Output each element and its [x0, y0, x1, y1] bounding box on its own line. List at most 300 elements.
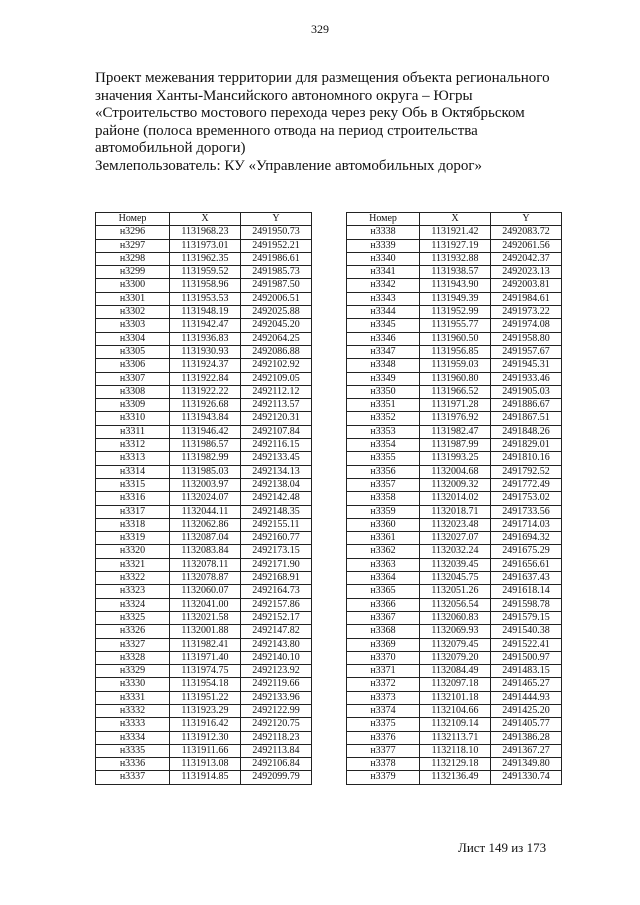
x-coordinate-cell: 1132060.83 [420, 611, 491, 624]
table-row [347, 492, 562, 505]
table-row [347, 332, 562, 345]
table-row [96, 704, 312, 717]
point-number-cell: н3306 [96, 359, 170, 372]
heading-line: «Строительство мостового перехода через реку Обь в Октябрьском [95, 105, 525, 121]
y-coordinate-cell: 2491829.01 [491, 439, 562, 452]
heading-line: районе (полоса временного отвода на период строительства [95, 122, 478, 139]
point-number-cell: н3338 [347, 226, 420, 239]
x-coordinate-cell: 1131960.50 [420, 332, 491, 345]
y-coordinate-cell: 2492042.37 [491, 252, 562, 265]
point-number-cell: н3310 [96, 412, 170, 425]
point-number-cell: н3314 [96, 465, 170, 478]
column-header-y: Y [491, 213, 562, 226]
point-number-cell: н3379 [347, 771, 420, 784]
y-coordinate-cell: 2492061.56 [491, 239, 562, 252]
table-row [96, 372, 312, 385]
x-coordinate-cell: 1131959.52 [170, 266, 241, 279]
y-coordinate-cell: 2491386.28 [491, 731, 562, 744]
x-coordinate-cell: 1132118.10 [420, 744, 491, 757]
point-number-cell: н3348 [347, 359, 420, 372]
x-coordinate-cell: 1132014.02 [420, 492, 491, 505]
point-number-cell: н3358 [347, 492, 420, 505]
y-coordinate-cell: 2492083.72 [491, 226, 562, 239]
page-number: 329 [311, 22, 329, 36]
y-coordinate-cell: 2491367.27 [491, 744, 562, 757]
y-coordinate-cell: 2491792.52 [491, 465, 562, 478]
point-number-cell: н3335 [96, 744, 170, 757]
table-row [347, 425, 562, 438]
table-row [96, 585, 312, 598]
point-number-cell: н3315 [96, 478, 170, 491]
point-number-cell: н3333 [96, 718, 170, 731]
table-row [347, 611, 562, 624]
point-number-cell: н3364 [347, 572, 420, 585]
y-coordinate-cell: 2492160.77 [241, 532, 312, 545]
table-row [347, 532, 562, 545]
table-row [347, 758, 562, 771]
point-number-cell: н3305 [96, 345, 170, 358]
y-coordinate-cell: 2492006.51 [241, 292, 312, 305]
point-number-cell: н3378 [347, 758, 420, 771]
table-row [96, 412, 312, 425]
table-row [96, 478, 312, 491]
y-coordinate-cell: 2492148.35 [241, 505, 312, 518]
table-row [347, 412, 562, 425]
y-coordinate-cell: 2491405.77 [491, 718, 562, 731]
point-number-cell: н3352 [347, 412, 420, 425]
table-row [347, 771, 562, 784]
point-number-cell: н3361 [347, 532, 420, 545]
point-number-cell: н3307 [96, 372, 170, 385]
point-number-cell: н3365 [347, 585, 420, 598]
table-row [347, 292, 562, 305]
x-coordinate-cell: 1132062.86 [170, 518, 241, 531]
y-coordinate-cell: 2492102.92 [241, 359, 312, 372]
point-number-cell: н3298 [96, 252, 170, 265]
x-coordinate-cell: 1131938.57 [420, 266, 491, 279]
x-coordinate-cell: 1131913.08 [170, 758, 241, 771]
x-coordinate-cell: 1132021.58 [170, 611, 241, 624]
point-number-cell: н3362 [347, 545, 420, 558]
table-row [96, 252, 312, 265]
x-coordinate-cell: 1131953.53 [170, 292, 241, 305]
y-coordinate-cell: 2491986.61 [241, 252, 312, 265]
y-coordinate-cell: 2491810.16 [491, 452, 562, 465]
point-number-cell: н3350 [347, 385, 420, 398]
x-coordinate-cell: 1131922.22 [170, 385, 241, 398]
y-coordinate-cell: 2491987.50 [241, 279, 312, 292]
y-coordinate-cell: 2492118.23 [241, 731, 312, 744]
point-number-cell: н3374 [347, 704, 420, 717]
point-number-cell: н3320 [96, 545, 170, 558]
table-row [96, 665, 312, 678]
table-row [96, 332, 312, 345]
y-coordinate-cell: 2492143.80 [241, 638, 312, 651]
table-row [96, 598, 312, 611]
land-user-line: Землепользователь: КУ «Управление автомобильных дорог» [95, 157, 483, 174]
point-number-cell: н3337 [96, 771, 170, 784]
point-number-cell: н3354 [347, 439, 420, 452]
x-coordinate-cell: 1131971.28 [420, 399, 491, 412]
table-row [347, 678, 562, 691]
x-coordinate-cell: 1132104.66 [420, 704, 491, 717]
point-number-cell: н3321 [96, 558, 170, 571]
y-coordinate-cell: 2491637.43 [491, 572, 562, 585]
x-coordinate-cell: 1132060.07 [170, 585, 241, 598]
point-number-cell: н3304 [96, 332, 170, 345]
table-row [347, 319, 562, 332]
point-number-cell: н3369 [347, 638, 420, 651]
y-coordinate-cell: 2492134.13 [241, 465, 312, 478]
y-coordinate-cell: 2491465.27 [491, 678, 562, 691]
table-row [96, 345, 312, 358]
table-row [347, 452, 562, 465]
table-row [347, 465, 562, 478]
table-row [96, 385, 312, 398]
y-coordinate-cell: 2491714.03 [491, 518, 562, 531]
x-coordinate-cell: 1132129.18 [420, 758, 491, 771]
x-coordinate-cell: 1131982.41 [170, 638, 241, 651]
table-row [96, 518, 312, 531]
y-coordinate-cell: 2491984.61 [491, 292, 562, 305]
x-coordinate-cell: 1131911.66 [170, 744, 241, 757]
table-row [96, 439, 312, 452]
table-row [347, 744, 562, 757]
x-coordinate-cell: 1131951.22 [170, 691, 241, 704]
table-row [347, 572, 562, 585]
x-coordinate-cell: 1132018.71 [420, 505, 491, 518]
x-coordinate-cell: 1132032.24 [420, 545, 491, 558]
x-coordinate-cell: 1132004.68 [420, 465, 491, 478]
point-number-cell: н3312 [96, 439, 170, 452]
table-row [347, 279, 562, 292]
point-number-cell: н3353 [347, 425, 420, 438]
table-row [347, 226, 562, 239]
point-number-cell: н3332 [96, 704, 170, 717]
x-coordinate-cell: 1132079.45 [420, 638, 491, 651]
y-coordinate-cell: 2491733.56 [491, 505, 562, 518]
table-row [347, 306, 562, 319]
point-number-cell: н3371 [347, 665, 420, 678]
y-coordinate-cell: 2492147.82 [241, 625, 312, 638]
point-number-cell: н3343 [347, 292, 420, 305]
point-number-cell: н3316 [96, 492, 170, 505]
table-row [347, 385, 562, 398]
table-row [96, 638, 312, 651]
heading-line: автомобильной дороги) [95, 140, 246, 156]
y-coordinate-cell: 2492140.10 [241, 651, 312, 664]
y-coordinate-cell: 2491444.93 [491, 691, 562, 704]
y-coordinate-cell: 2492138.04 [241, 478, 312, 491]
x-coordinate-cell: 1132003.97 [170, 478, 241, 491]
point-number-cell: н3346 [347, 332, 420, 345]
table-row [347, 478, 562, 491]
table-row [96, 771, 312, 784]
table-row [96, 625, 312, 638]
y-coordinate-cell: 2491349.80 [491, 758, 562, 771]
x-coordinate-cell: 1132044.11 [170, 505, 241, 518]
table-row [347, 731, 562, 744]
point-number-cell: н3375 [347, 718, 420, 731]
y-coordinate-cell: 2491945.31 [491, 359, 562, 372]
y-coordinate-cell: 2492086.88 [241, 345, 312, 358]
x-coordinate-cell: 1132001.88 [170, 625, 241, 638]
table-header-row [347, 213, 562, 226]
x-coordinate-cell: 1131912.30 [170, 731, 241, 744]
x-coordinate-cell: 1131986.57 [170, 439, 241, 452]
x-coordinate-cell: 1132101.18 [420, 691, 491, 704]
table-row [96, 545, 312, 558]
x-coordinate-cell: 1131942.47 [170, 319, 241, 332]
x-coordinate-cell: 1131926.68 [170, 399, 241, 412]
x-coordinate-cell: 1131959.03 [420, 359, 491, 372]
table-row [347, 266, 562, 279]
y-coordinate-cell: 2492157.86 [241, 598, 312, 611]
point-number-cell: н3377 [347, 744, 420, 757]
x-coordinate-cell: 1132079.20 [420, 651, 491, 664]
table-row [347, 545, 562, 558]
table-header-row [96, 213, 312, 226]
x-coordinate-cell: 1131943.84 [170, 412, 241, 425]
y-coordinate-cell: 2491500.97 [491, 651, 562, 664]
x-coordinate-cell: 1131914.85 [170, 771, 241, 784]
table-row [96, 425, 312, 438]
point-number-cell: н3347 [347, 345, 420, 358]
point-number-cell: н3360 [347, 518, 420, 531]
x-coordinate-cell: 1132023.48 [420, 518, 491, 531]
x-coordinate-cell: 1131922.84 [170, 372, 241, 385]
x-coordinate-cell: 1132051.26 [420, 585, 491, 598]
y-coordinate-cell: 2492023.13 [491, 266, 562, 279]
x-coordinate-cell: 1131982.99 [170, 452, 241, 465]
x-coordinate-cell: 1131955.77 [420, 319, 491, 332]
table-row [96, 492, 312, 505]
table-row [347, 518, 562, 531]
y-coordinate-cell: 2491973.22 [491, 306, 562, 319]
point-number-cell: н3339 [347, 239, 420, 252]
point-number-cell: н3319 [96, 532, 170, 545]
x-coordinate-cell: 1132136.49 [420, 771, 491, 784]
point-number-cell: н3351 [347, 399, 420, 412]
heading-line: Проект межевания территории для размещения объекта регионального [95, 70, 550, 86]
y-coordinate-cell: 2492122.99 [241, 704, 312, 717]
y-coordinate-cell: 2492168.91 [241, 572, 312, 585]
y-coordinate-cell: 2492025.88 [241, 306, 312, 319]
table-row [96, 452, 312, 465]
x-coordinate-cell: 1131948.19 [170, 306, 241, 319]
point-number-cell: н3327 [96, 638, 170, 651]
y-coordinate-cell: 2492106.84 [241, 758, 312, 771]
table-row [96, 744, 312, 757]
point-number-cell: н3376 [347, 731, 420, 744]
y-coordinate-cell: 2491974.08 [491, 319, 562, 332]
x-coordinate-cell: 1132087.04 [170, 532, 241, 545]
y-coordinate-cell: 2492113.57 [241, 399, 312, 412]
table-row [96, 319, 312, 332]
x-coordinate-cell: 1131973.01 [170, 239, 241, 252]
table-row [347, 439, 562, 452]
y-coordinate-cell: 2491579.15 [491, 611, 562, 624]
table-row [347, 399, 562, 412]
point-number-cell: н3324 [96, 598, 170, 611]
x-coordinate-cell: 1132083.84 [170, 545, 241, 558]
table-row [96, 691, 312, 704]
table-row [347, 345, 562, 358]
y-coordinate-cell: 2492045.20 [241, 319, 312, 332]
x-coordinate-cell: 1132041.00 [170, 598, 241, 611]
x-coordinate-cell: 1131982.47 [420, 425, 491, 438]
x-coordinate-cell: 1132069.93 [420, 625, 491, 638]
table-row [347, 718, 562, 731]
point-number-cell: н3344 [347, 306, 420, 319]
y-coordinate-cell: 2492155.11 [241, 518, 312, 531]
table-row [347, 558, 562, 571]
y-coordinate-cell: 2492152.17 [241, 611, 312, 624]
y-coordinate-cell: 2491425.20 [491, 704, 562, 717]
table-row [96, 226, 312, 239]
table-row [347, 691, 562, 704]
x-coordinate-cell: 1131949.39 [420, 292, 491, 305]
point-number-cell: н3331 [96, 691, 170, 704]
y-coordinate-cell: 2491675.29 [491, 545, 562, 558]
table-row [96, 678, 312, 691]
x-coordinate-cell: 1131923.29 [170, 704, 241, 717]
x-coordinate-cell: 1131993.25 [420, 452, 491, 465]
table-row [96, 758, 312, 771]
y-coordinate-cell: 2491933.46 [491, 372, 562, 385]
point-number-cell: н3367 [347, 611, 420, 624]
point-number-cell: н3329 [96, 665, 170, 678]
y-coordinate-cell: 2491867.51 [491, 412, 562, 425]
table-row [347, 585, 562, 598]
y-coordinate-cell: 2492119.66 [241, 678, 312, 691]
y-coordinate-cell: 2492112.12 [241, 385, 312, 398]
table-row [96, 239, 312, 252]
y-coordinate-cell: 2492123.92 [241, 665, 312, 678]
column-header-x: X [420, 213, 491, 226]
x-coordinate-cell: 1131916.42 [170, 718, 241, 731]
point-number-cell: н3308 [96, 385, 170, 398]
table-row [347, 638, 562, 651]
y-coordinate-cell: 2492003.81 [491, 279, 562, 292]
y-coordinate-cell: 2492109.05 [241, 372, 312, 385]
y-coordinate-cell: 2491618.14 [491, 585, 562, 598]
x-coordinate-cell: 1131943.90 [420, 279, 491, 292]
y-coordinate-cell: 2491540.38 [491, 625, 562, 638]
y-coordinate-cell: 2491950.73 [241, 226, 312, 239]
point-number-cell: н3322 [96, 572, 170, 585]
point-number-cell: н3323 [96, 585, 170, 598]
table-row [96, 532, 312, 545]
point-number-cell: н3363 [347, 558, 420, 571]
point-number-cell: н3297 [96, 239, 170, 252]
y-coordinate-cell: 2492133.96 [241, 691, 312, 704]
table-row [347, 665, 562, 678]
point-number-cell: н3345 [347, 319, 420, 332]
x-coordinate-cell: 1132097.18 [420, 678, 491, 691]
x-coordinate-cell: 1132009.32 [420, 478, 491, 491]
y-coordinate-cell: 2492133.45 [241, 452, 312, 465]
point-number-cell: н3303 [96, 319, 170, 332]
table-row [347, 359, 562, 372]
column-header-y: Y [241, 213, 312, 226]
y-coordinate-cell: 2491753.02 [491, 492, 562, 505]
x-coordinate-cell: 1132027.07 [420, 532, 491, 545]
y-coordinate-cell: 2491694.32 [491, 532, 562, 545]
sheet-counter: Лист 149 из 173 [458, 840, 547, 855]
table-row [347, 598, 562, 611]
table-row [347, 505, 562, 518]
coordinates-table-right [346, 212, 562, 785]
y-coordinate-cell: 2491656.61 [491, 558, 562, 571]
table-row [96, 611, 312, 624]
x-coordinate-cell: 1131952.99 [420, 306, 491, 319]
y-coordinate-cell: 2492116.15 [241, 439, 312, 452]
point-number-cell: н3326 [96, 625, 170, 638]
x-coordinate-cell: 1131985.03 [170, 465, 241, 478]
y-coordinate-cell: 2492164.73 [241, 585, 312, 598]
x-coordinate-cell: 1132113.71 [420, 731, 491, 744]
x-coordinate-cell: 1131921.42 [420, 226, 491, 239]
coordinates-table-left [95, 212, 312, 785]
document-heading [95, 70, 575, 175]
point-number-cell: н3334 [96, 731, 170, 744]
point-number-cell: н3340 [347, 252, 420, 265]
y-coordinate-cell: 2492171.90 [241, 558, 312, 571]
y-coordinate-cell: 2491985.73 [241, 266, 312, 279]
x-coordinate-cell: 1131971.40 [170, 651, 241, 664]
x-coordinate-cell: 1132078.11 [170, 558, 241, 571]
y-coordinate-cell: 2492120.31 [241, 412, 312, 425]
x-coordinate-cell: 1132039.45 [420, 558, 491, 571]
x-coordinate-cell: 1131954.18 [170, 678, 241, 691]
x-coordinate-cell: 1131958.96 [170, 279, 241, 292]
x-coordinate-cell: 1131962.35 [170, 252, 241, 265]
x-coordinate-cell: 1132045.75 [420, 572, 491, 585]
table-row [347, 239, 562, 252]
x-coordinate-cell: 1131924.37 [170, 359, 241, 372]
y-coordinate-cell: 2491483.15 [491, 665, 562, 678]
point-number-cell: н3349 [347, 372, 420, 385]
point-number-cell: н3296 [96, 226, 170, 239]
point-number-cell: н3328 [96, 651, 170, 664]
point-number-cell: н3336 [96, 758, 170, 771]
point-number-cell: н3342 [347, 279, 420, 292]
point-number-cell: н3318 [96, 518, 170, 531]
point-number-cell: н3373 [347, 691, 420, 704]
x-coordinate-cell: 1131976.92 [420, 412, 491, 425]
column-header-number: Номер [347, 213, 420, 226]
y-coordinate-cell: 2491957.67 [491, 345, 562, 358]
x-coordinate-cell: 1131927.19 [420, 239, 491, 252]
x-coordinate-cell: 1131974.75 [170, 665, 241, 678]
table-row [96, 399, 312, 412]
y-coordinate-cell: 2491330.74 [491, 771, 562, 784]
y-coordinate-cell: 2491905.03 [491, 385, 562, 398]
x-coordinate-cell: 1132078.87 [170, 572, 241, 585]
point-number-cell: н3309 [96, 399, 170, 412]
x-coordinate-cell: 1131936.83 [170, 332, 241, 345]
point-number-cell: н3302 [96, 306, 170, 319]
x-coordinate-cell: 1131968.23 [170, 226, 241, 239]
point-number-cell: н3299 [96, 266, 170, 279]
x-coordinate-cell: 1131932.88 [420, 252, 491, 265]
point-number-cell: н3330 [96, 678, 170, 691]
x-coordinate-cell: 1132056.54 [420, 598, 491, 611]
y-coordinate-cell: 2491598.78 [491, 598, 562, 611]
y-coordinate-cell: 2492142.48 [241, 492, 312, 505]
y-coordinate-cell: 2491522.41 [491, 638, 562, 651]
